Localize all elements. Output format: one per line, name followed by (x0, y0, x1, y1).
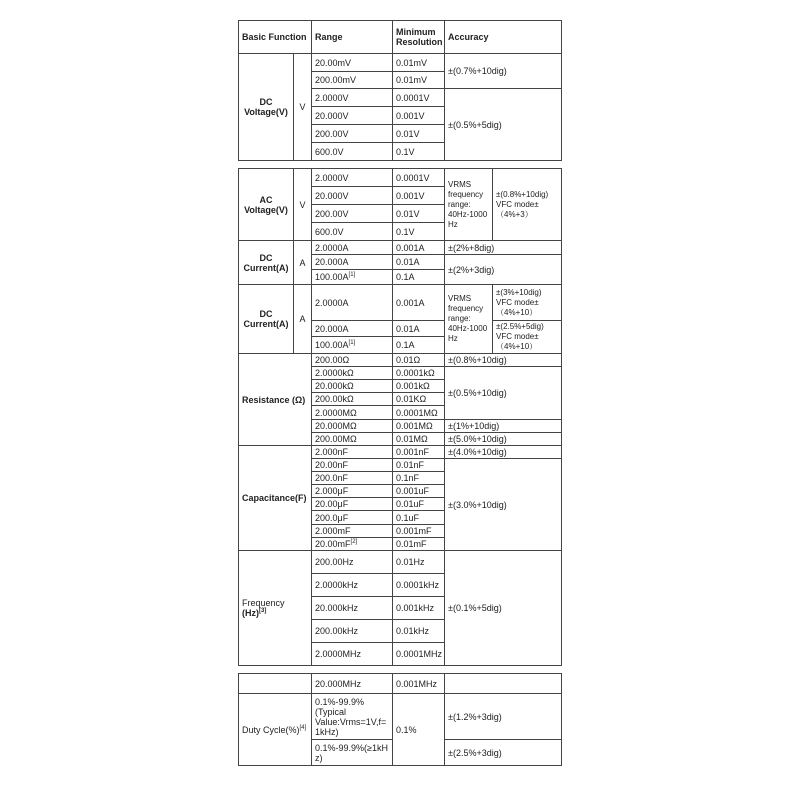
empty-accuracy-cell (445, 674, 562, 694)
ac-current-label: DC Current(A) (239, 285, 294, 354)
resolution-cell: 0.1V (393, 143, 445, 161)
accuracy-cell: ±(0.5%+10dig) (445, 367, 562, 420)
range-cell: 200.0nF (312, 472, 393, 485)
empty-cell (239, 674, 312, 694)
range-cell: 2.0000A (312, 285, 393, 321)
ac-current-freq-note: VRMS frequency range: 40Hz-1000 Hz (445, 285, 493, 354)
range-cell: 2.0000MΩ (312, 406, 393, 420)
accuracy-cell: ±(3%+10dig) VFC mode± （4%+10） (493, 285, 562, 321)
resolution-cell: 0.001kΩ (393, 380, 445, 393)
accuracy-cell: ±(0.8%+10dig) (445, 354, 562, 367)
frequency-label (239, 551, 312, 666)
range-value: 100.00A (315, 340, 349, 350)
resolution-cell: 0.1A (393, 337, 445, 354)
range-cell: 20.000MΩ (312, 420, 393, 433)
resolution-cell: 0.0001MHz (393, 643, 445, 666)
table-row (239, 694, 562, 740)
accuracy-cell: ±(2.5%+5dig) VFC mode± （4%+10） (493, 321, 562, 354)
resolution-cell: 0.01A (393, 255, 445, 270)
header-row (239, 21, 562, 54)
table-row (239, 54, 562, 72)
resolution-cell: 0.01Ω (393, 354, 445, 367)
footnote-ref: [3] (259, 608, 267, 614)
range-cell: 20.000A (312, 321, 393, 337)
resolution-cell: 0.001A (393, 285, 445, 321)
resolution-cell: 0.1% (393, 694, 445, 766)
range-cell: 2.0000MHz (312, 643, 393, 666)
resolution-cell: 0.01uF (393, 498, 445, 511)
resolution-cell: 0.1uF (393, 511, 445, 525)
header-basic-function: Basic Function (239, 21, 312, 54)
footnote-ref: [2] (350, 539, 358, 545)
range-cell: 600.0V (312, 223, 393, 241)
accuracy-cell: ±(3.0%+10dig) (445, 459, 562, 551)
range-cell: 20.000kΩ (312, 380, 393, 393)
resolution-cell: 0.01KΩ (393, 393, 445, 406)
ac-voltage-freq-note: VRMS frequency range: 40Hz-1000 Hz (445, 169, 493, 241)
accuracy-cell: ±(5.0%+10dig) (445, 433, 562, 446)
accuracy-cell: ±(0.5%+5dig) (445, 89, 562, 161)
dc-voltage-unit: V (294, 54, 312, 161)
range-cell (312, 270, 393, 285)
resolution-cell: 0.01kHz (393, 620, 445, 643)
range-cell: 2.0000kHz (312, 574, 393, 597)
resolution-cell: 0.0001kHz (393, 574, 445, 597)
resolution-cell: 0.001nF (393, 446, 445, 459)
range-cell: 0.1%-99.9% (Typical Value:Vrms=1V,f= 1kHz) (312, 694, 393, 740)
range-cell: 200.00mV (312, 72, 393, 89)
resolution-cell: 0.01nF (393, 459, 445, 472)
header-accuracy: Accuracy (445, 21, 562, 54)
range-cell: 200.00kHz (312, 620, 393, 643)
ac-voltage-label: AC Voltage(V) (239, 169, 294, 241)
footnote-ref: [1] (348, 272, 356, 278)
resolution-cell: 0.001V (393, 187, 445, 205)
duty-cycle-label (239, 694, 312, 766)
range-cell: 2.000μF (312, 485, 393, 498)
resolution-cell: 0.01mV (393, 54, 445, 72)
resolution-cell: 0.1A (393, 270, 445, 285)
range-cell: 200.0μF (312, 511, 393, 525)
range-cell: 2.0000A (312, 241, 393, 255)
table-row (239, 169, 562, 187)
range-cell: 600.0V (312, 143, 393, 161)
resolution-cell: 0.001mF (393, 525, 445, 538)
dc-voltage-label: DC Voltage(V) (239, 54, 294, 161)
range-cell (312, 337, 393, 354)
ac-voltage-unit: V (294, 169, 312, 241)
spec-table-main (238, 20, 562, 766)
table-row (239, 285, 562, 321)
table-row (239, 241, 562, 255)
resolution-cell: 0.001V (393, 107, 445, 125)
resolution-cell: 0.001MHz (393, 674, 445, 694)
table-row (239, 446, 562, 459)
resolution-cell: 0.01Hz (393, 551, 445, 574)
resolution-cell: 0.0001MΩ (393, 406, 445, 420)
resolution-cell: 0.001uF (393, 485, 445, 498)
capacitance-label: Capacitance(F) (239, 446, 312, 551)
range-cell: 20.00μF (312, 498, 393, 511)
range-cell: 200.00MΩ (312, 433, 393, 446)
range-cell: 20.000MHz (312, 674, 393, 694)
resolution-cell: 0.0001kΩ (393, 367, 445, 380)
accuracy-cell: ±(2%+8dig) (445, 241, 562, 255)
range-cell: 200.00V (312, 205, 393, 223)
accuracy-cell: ±(4.0%+10dig) (445, 446, 562, 459)
resolution-cell: 0.1nF (393, 472, 445, 485)
header-min-resolution: Minimum Resolution (393, 21, 445, 54)
duty-cycle-name: Duty Cycle(%) (242, 724, 300, 735)
range-cell: 20.000V (312, 187, 393, 205)
resolution-cell: 0.01mF (393, 538, 445, 551)
accuracy-cell: ±(1%+10dig) (445, 420, 562, 433)
footnote-ref: [4] (299, 724, 307, 731)
resolution-cell: 0.01MΩ (393, 433, 445, 446)
resolution-cell: 0.01V (393, 205, 445, 223)
gap-cell (239, 666, 562, 674)
range-value: 100.00A (315, 272, 349, 282)
range-cell: 2.0000V (312, 89, 393, 107)
range-value: 20.00mF (315, 539, 351, 549)
frequency-unit: (Hz) (242, 608, 259, 618)
range-cell: 20.000V (312, 107, 393, 125)
accuracy-cell: ±(0.8%+10dig) VFC mode± （4%+3） (493, 169, 562, 241)
resistance-label: Resistance (Ω) (239, 354, 312, 446)
gap-cell (239, 161, 562, 169)
resolution-cell: 0.1V (393, 223, 445, 241)
range-cell: 20.00mV (312, 54, 393, 72)
header-range: Range (312, 21, 393, 54)
resolution-cell: 0.001MΩ (393, 420, 445, 433)
range-cell: 2.000mF (312, 525, 393, 538)
range-cell: 20.00nF (312, 459, 393, 472)
range-cell (312, 538, 393, 551)
dc-current-unit: A (294, 241, 312, 285)
range-cell: 200.00Hz (312, 551, 393, 574)
resolution-cell: 0.01mV (393, 72, 445, 89)
resolution-cell: 0.001kHz (393, 597, 445, 620)
dc-current-label: DC Current(A) (239, 241, 294, 285)
range-cell: 2.0000kΩ (312, 367, 393, 380)
range-cell: 2.000nF (312, 446, 393, 459)
accuracy-cell: ±(2.5%+3dig) (445, 740, 562, 766)
table-row (239, 674, 562, 694)
range-cell: 200.00Ω (312, 354, 393, 367)
range-cell: 2.0000V (312, 169, 393, 187)
range-cell: 200.00kΩ (312, 393, 393, 406)
table-row (239, 354, 562, 367)
ac-current-unit: A (294, 285, 312, 354)
section-gap (239, 161, 562, 169)
resolution-cell: 0.0001V (393, 169, 445, 187)
frequency-label-line1: Frequency (242, 598, 285, 608)
table-row (239, 551, 562, 574)
resolution-cell: 0.01V (393, 125, 445, 143)
accuracy-cell: ±(1.2%+3dig) (445, 694, 562, 740)
range-cell: 20.000kHz (312, 597, 393, 620)
footnote-ref: [1] (348, 340, 356, 346)
accuracy-cell: ±(2%+3dig) (445, 255, 562, 285)
resolution-cell: 0.01A (393, 321, 445, 337)
resolution-cell: 0.001A (393, 241, 445, 255)
range-cell: 200.00V (312, 125, 393, 143)
resolution-cell: 0.0001V (393, 89, 445, 107)
accuracy-cell: ±(0.1%+5dig) (445, 551, 562, 666)
accuracy-cell: ±(0.7%+10dig) (445, 54, 562, 89)
range-cell: 0.1%-99.9%(≥1kH z) (312, 740, 393, 766)
range-cell: 20.000A (312, 255, 393, 270)
frequency-label-line2 (242, 608, 308, 618)
section-gap (239, 666, 562, 674)
